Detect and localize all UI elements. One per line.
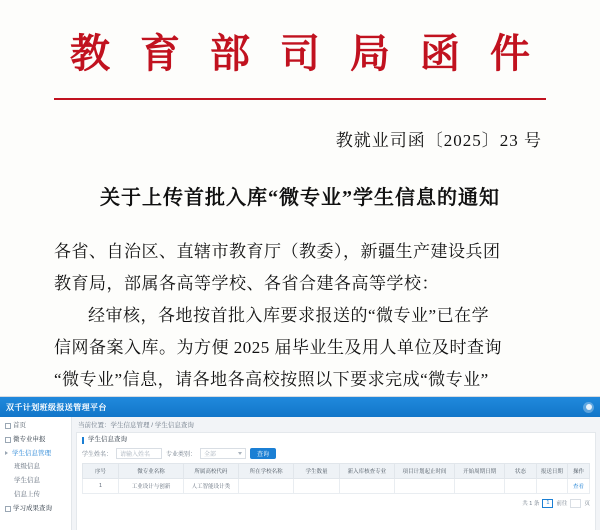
breadcrumb: 当前位置：学生信息管理 / 学生信息查询 (78, 422, 194, 429)
document-number: 教就业司函〔2025〕23 号 (335, 131, 542, 150)
application-window (0, 396, 600, 530)
paragraph-1-line-3: “微专业”信息，请各地各高校按照以下要求完成“微专业” (54, 370, 489, 389)
app-body (0, 417, 600, 530)
sidebar-item-info-upload[interactable] (0, 488, 71, 502)
table-cell (339, 478, 394, 493)
table-row[interactable] (83, 478, 590, 493)
category-select[interactable]: 全部 (200, 448, 246, 459)
paragraph-1-line-1: 经审核，各地按首批入库要求报送的“微专业”已在学 (88, 306, 490, 325)
sidebar-item-student-info[interactable] (0, 474, 71, 488)
panel-title: 学生信息查询 (82, 437, 590, 444)
masthead-title: 教 育 部 司 局 函 件 (70, 31, 540, 76)
search-button[interactable]: 查询 (250, 448, 276, 459)
pagination-page-unit: 页 (584, 501, 590, 508)
paragraph-1-line-2: 信网备案入库。为方便 2025 届毕业生及用人单位及时查询 (54, 338, 502, 357)
sidebar-item-label: 信息上传 (14, 490, 40, 498)
row-view-link[interactable]: 查看 (568, 478, 590, 493)
sidebar (0, 417, 72, 530)
chevron-right-icon (5, 450, 10, 456)
table-header-cell: 报送日期 (536, 463, 567, 478)
table-cell (505, 478, 536, 493)
table-cell (294, 478, 340, 493)
sidebar-item-label: 学生信息 (14, 477, 40, 485)
sidebar-item-result-query[interactable] (0, 502, 71, 516)
pagination (82, 499, 590, 509)
recipients-line-2: 教育局，部属各高等学校、各省合建各高等学校： (54, 274, 439, 293)
filter-bar (82, 448, 590, 459)
document-masthead (0, 0, 600, 100)
table-cell (239, 478, 294, 493)
table-header-cell: 所在学校名称 (239, 463, 294, 478)
pagination-goto-input[interactable] (570, 499, 581, 509)
table-cell: 人工智能设计类 (183, 478, 238, 493)
document-subject: 关于上传首批入库“微专业”学生信息的通知 (100, 187, 500, 209)
folder-icon (5, 506, 11, 512)
table-header-cell: 所属高校代码 (183, 463, 238, 478)
table-header-cell: 序号 (83, 463, 119, 478)
main-content (72, 417, 600, 530)
table-cell: 工业设计与创新 (119, 478, 184, 493)
category-label: 专业类别： (166, 451, 197, 458)
search-input[interactable]: 请输入姓名 (116, 448, 162, 459)
sidebar-item-label: 学习成果查询 (13, 504, 52, 512)
student-table (82, 463, 590, 494)
table-cell (454, 478, 504, 493)
table-cell: 1 (83, 478, 119, 493)
user-avatar-icon[interactable] (583, 402, 594, 413)
recipients-line-1: 各省、自治区、直辖市教育厅（教委），新疆生产建设兵团 (54, 242, 501, 261)
table-header-cell: 学生数量 (294, 463, 340, 478)
pagination-total: 共 1 条 (522, 501, 540, 508)
pagination-goto-label: 前往 (556, 501, 568, 508)
table-cell (395, 478, 455, 493)
table-header-cell: 项目计划起止时间 (395, 463, 455, 478)
sidebar-item-micromajor-apply[interactable] (0, 433, 71, 447)
sidebar-item-label: 班级信息 (14, 463, 40, 471)
table-header-cell: 状态 (505, 463, 536, 478)
app-title: 双千计划班级报送管理平台 (6, 402, 107, 412)
student-query-panel (76, 432, 596, 530)
sidebar-item-label: 首页 (13, 422, 26, 429)
keyword-label: 学生姓名： (82, 451, 113, 458)
document-body (54, 236, 546, 400)
app-titlebar (0, 397, 600, 417)
sidebar-item-student-info-management[interactable] (0, 447, 71, 461)
sidebar-item-label: 学生信息管理 (12, 449, 51, 457)
table-header-cell: 开始周期日期 (454, 463, 504, 478)
sidebar-item-label: 微专业申报 (13, 435, 46, 443)
table-header-cell: 新入库核查专业 (339, 463, 394, 478)
table-header-cell: 操作 (568, 463, 590, 478)
table-header-row (83, 463, 590, 478)
folder-icon (5, 437, 11, 443)
home-icon (5, 423, 11, 429)
pagination-current-page[interactable]: 1 (542, 499, 553, 509)
sidebar-item-home[interactable] (0, 419, 71, 433)
table-header-cell: 微专业名称 (119, 463, 184, 478)
sidebar-item-class-info[interactable] (0, 460, 71, 474)
table-cell (536, 478, 567, 493)
masthead-rule (54, 98, 546, 100)
